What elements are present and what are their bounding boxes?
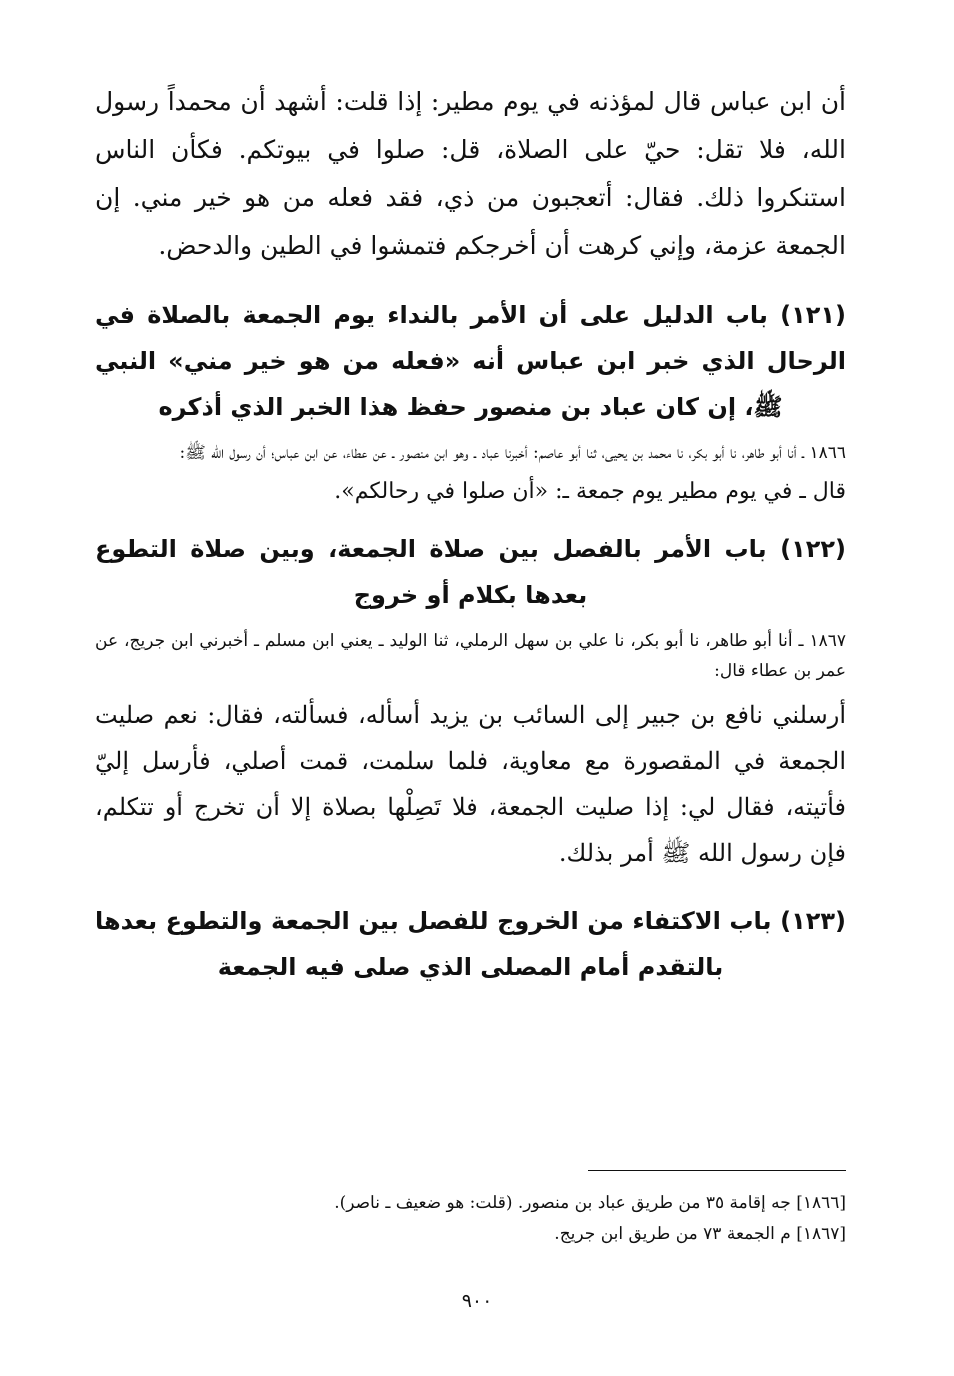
hadith-1866-chain: ١٨٦٦ ـ أنا أبو طاهر، نا أبو بكر، نا محمد بن يحيى، ثنا أبو عاصم: أخبرنا عباد ـ وهو ابن منصور ـ عن عطاء، عن ابن عباس؛ أن رسول الله ﷺ: bbox=[179, 443, 846, 463]
hadith-1867-chain: ١٨٦٧ ـ أنا أبو طاهر، نا أبو بكر، نا علي بن سهل الرملي، ثنا الوليد ـ يعني ابن مسلم ـ أخبرني ابن جريج، عن عمر بن عطاء قال: bbox=[95, 631, 846, 681]
hadith-1867-text: أرسلني نافع بن جبير إلى السائب بن يزيد أسأله، فسألته، فقال: نعم صليت الجمعة في المقصورة مع معاوية، فلما سلمت، قمت أصلي، فأرسل إليّ فأتيته، فقال لي: إذا صليت الجمعة، فلا تَصِلْها بصلاة إلا أن تخرج أو تتكلم، فإن رسول الله ﷺ أمر بذلك. bbox=[95, 701, 847, 867]
section-123-heading: (١٢٣) باب الاكتفاء من الخروج للفصل بين الجمعة والتطوع بعدها بالتقدم أمام المصلى الذي صلى فيه الجمعة bbox=[95, 907, 846, 981]
page-number: ٩٠٠ bbox=[461, 1290, 493, 1312]
intro-paragraph: أن ابن عباس قال لمؤذنه في يوم مطير: إذا قلت: أشهد أن محمداً رسول الله، فلا تقل: حيّ على الصلاة، قل: صلوا في بيوتكم. فكأن الناس استنكروا ذلك. فقال: أتعجبون من ذي، فقد فعله من هو خير مني. إن الجمعة عزمة، وإني كرهت أن أخرجكم فتمشوا في الطين والدحض. bbox=[95, 87, 846, 260]
hadith-1866-text: قال ـ في يوم مطير يوم جمعة ـ: «أن صلوا في رحالكم». bbox=[334, 479, 846, 504]
section-122-heading: (١٢٢) باب الأمر بالفصل بين صلاة الجمعة، وبين صلاة التطوع بعدها بكلام أو خروج bbox=[95, 535, 846, 609]
footnote-1866: [١٨٦٦] جه إقامة ٣٥ من طريق عباد بن منصور. (قلت: هو ضعيف ـ ناصر). bbox=[334, 1193, 846, 1213]
footnote-1867: [١٨٦٧] م الجمعة ٧٣ من طريق ابن جريج. bbox=[554, 1224, 846, 1244]
footnotes bbox=[95, 1188, 846, 1250]
section-121-heading: (١٢١) باب الدليل على أن الأمر بالنداء يوم الجمعة بالصلاة في الرحال الذي خبر ابن عباس أنه «فعله من هو خير مني» النبي ﷺ، إن كان عباد بن منصور حفظ هذا الخبر الذي أذكره bbox=[95, 301, 846, 421]
footnote-divider bbox=[588, 1170, 846, 1171]
